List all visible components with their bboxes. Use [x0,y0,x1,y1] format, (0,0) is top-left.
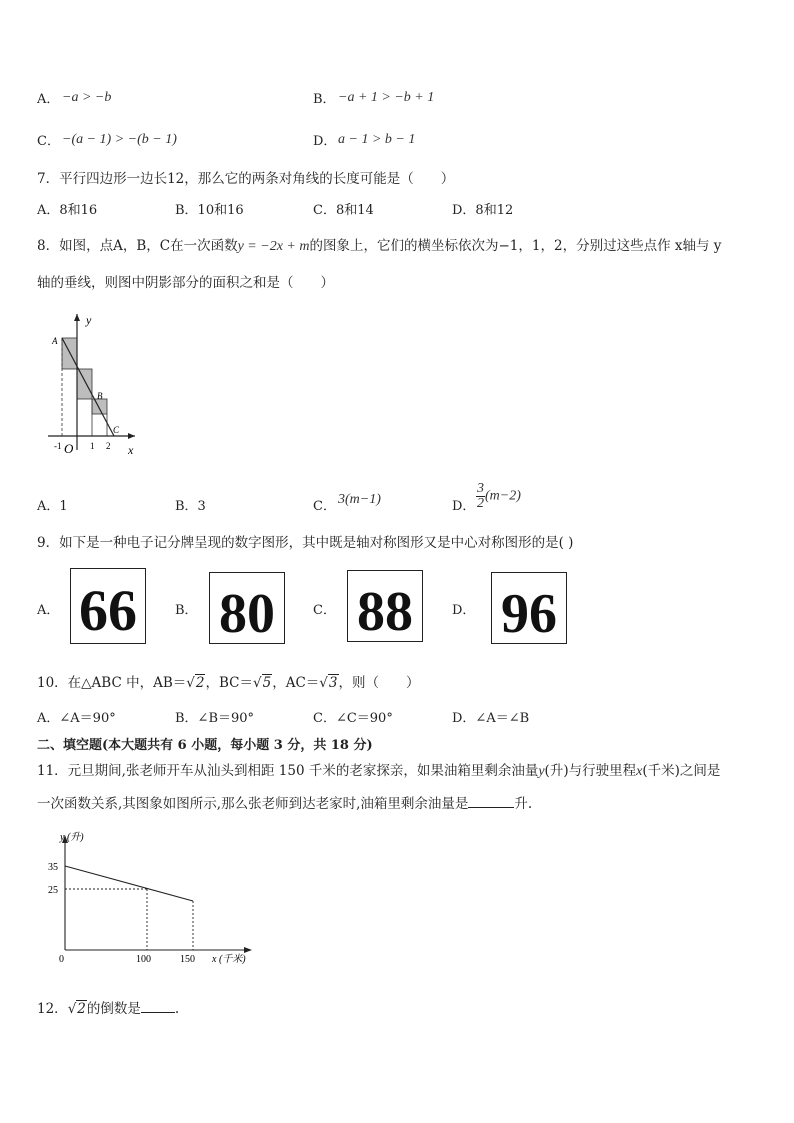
tick-label: 0 [59,954,64,965]
scoreboard-digits: 88 [357,581,413,642]
q8-option-d: $\frac{3}{2}$ (m−2) [477,481,521,511]
q9-scoreboard-c [347,570,423,642]
point-label-b: B [97,391,103,401]
q8-formula: y = −2x + m [237,239,310,254]
function-line [62,338,114,436]
option-label: D． [452,603,476,618]
q10-option-b: B．∠B＝90° [175,711,255,726]
q7-option-b: B．10和16 [175,203,244,218]
axis-label-x: x [128,443,134,457]
answer-blank [468,795,514,808]
q7-stem: 7．平行四边形一边长12，那么它的两条对角线的长度可能是（ ） [37,171,455,187]
sqrt: √2 [67,1001,86,1017]
q10-option-c: C．∠C＝90° [313,711,393,726]
q8-option-a: A．1 [37,499,68,514]
fuel-line [65,866,193,901]
scoreboard-digits: 96 [501,583,557,644]
q8-stem-pre: 8．如图，点A，B，C在一次函数 [37,238,238,254]
q8-graph [40,308,150,460]
axis-label-y: y [86,313,92,327]
option-label: A． [37,603,60,618]
option-label: B． [313,92,336,107]
q6-option-b: −a + 1 > −b + 1 [338,90,435,105]
axis-label-y: y (升) [60,832,84,843]
tick-label: 150 [180,954,195,965]
sqrt: √5 [253,675,272,691]
sqrt: √3 [319,675,338,691]
option-label: C． [37,134,60,149]
q8-stem-post: 的图象上，它们的横坐标依次为−1，1，2，分别过这些点作 x轴与 y [309,238,722,254]
q8-stem-line2: 轴的垂线，则图中阴影部分的面积之和是（ ） [37,275,334,291]
point-label-a: A [52,336,58,346]
tick-label: 25 [48,885,58,896]
tick-label: -1 [54,441,62,451]
q10-option-a: A．∠A＝90° [37,711,116,726]
origin-label: O [64,441,74,456]
answer-blank [141,1000,175,1013]
option-label: C． [313,603,336,618]
q8-stem [37,234,721,255]
tick-label: 35 [48,862,58,873]
fraction: $\frac{3}{2}$ [477,481,484,511]
q11-line2: 一次函数关系,其图象如图所示,那么张老师到达老家时,油箱里剩余油量是 升. [37,796,533,812]
q7-option-c: C．8和14 [313,203,374,218]
q6-option-a: −a > −b [62,90,112,105]
q11-graph [38,828,260,968]
option-label: D． [452,499,476,514]
point-label-c: C [113,425,120,435]
scoreboard-digits: 80 [219,583,275,644]
q8-option-b: B．3 [175,499,206,514]
q8-option-c: 3(m−1) [338,492,381,507]
q7-option-a: A．8和16 [37,203,98,218]
arrow-icon [74,314,80,321]
option-label: B． [175,603,198,618]
scoreboard-digits: 66 [79,578,137,643]
section-heading: 二、填空题(本大题共有 6 小题，每小题 3 分，共 18 分) [37,738,373,753]
arrow-icon [128,433,135,439]
q12-stem: 12．√2的倒数是 . [37,1001,180,1017]
axis-label-x: x (千米) [212,954,246,965]
q11-line1: 11．元旦期间,张老师开车从汕头到相距 150 千米的老家探亲，如果油箱里剩余油量y(升)与行驶里程x(千米)之间是 [37,763,721,779]
q10-option-d: D．∠A＝∠B [452,711,530,726]
q9-scoreboard-d [491,572,567,644]
q10-stem: 10．在△ABC 中，AB＝√2，BC＝√5，AC＝√3，则（ ） [37,675,420,691]
shaded-region [77,369,92,399]
q7-option-d: D．8和12 [452,203,514,218]
option-label: A． [37,92,60,107]
q6-option-c: −(a − 1) > −(b − 1) [62,132,177,147]
tick-label: 1 [90,441,95,451]
shaded-region [92,399,107,414]
tick-label: 2 [106,441,111,451]
option-label: D． [313,134,337,149]
arrow-icon [244,947,252,953]
q6-option-d: a − 1 > b − 1 [338,132,416,147]
q9-scoreboard-b [209,572,285,644]
q9-scoreboard-a [70,568,146,644]
q9-stem: 9．如下是一种电子记分牌呈现的数字图形，其中既是轴对称图形又是中心对称图形的是( ) [37,535,574,551]
option-label: C． [313,499,336,514]
tick-label: 100 [136,954,151,965]
sqrt: √2 [186,675,205,691]
